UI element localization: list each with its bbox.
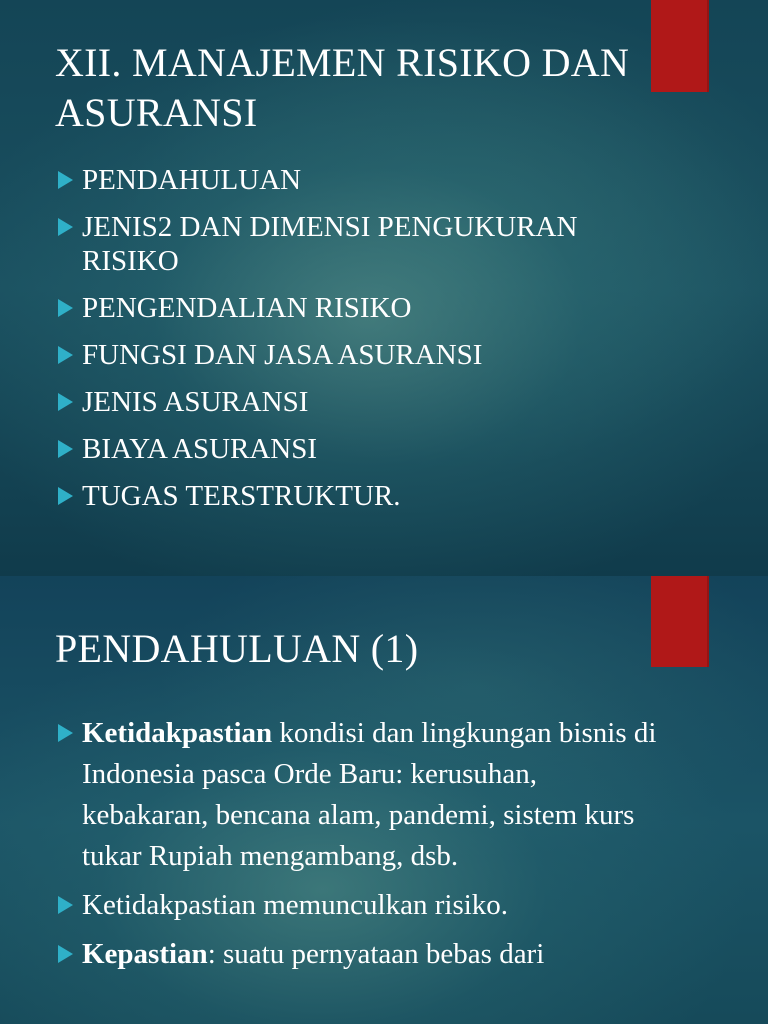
list-item-text: : suatu pernyataan bebas dari [207,938,545,970]
bold-term: Ketidakpastian [82,717,273,749]
slide-2 [0,576,768,1024]
list-item [58,338,678,372]
triangle-bullet-icon [58,440,73,458]
slide-title: PENDAHULUAN (1) [55,626,419,671]
triangle-bullet-icon [58,218,73,236]
list-item-text: PENGENDALIAN RISIKO [82,292,412,324]
list-item [58,934,658,975]
bullet-list [58,163,678,526]
list-item [58,210,678,278]
triangle-bullet-icon [58,945,73,963]
list-item-text: Ketidakpastian memunculkan risiko. [82,889,509,921]
list-item-text: PENDAHULUAN [82,164,302,196]
slide-title: XII. MANAJEMEN RISIKO DAN ASURANSI [55,40,630,135]
triangle-bullet-icon [58,171,73,189]
list-item-text: JENIS2 DAN DIMENSI PENGUKURAN RISIKO [82,211,578,277]
list-item-text: TUGAS TERSTRUKTUR. [82,480,401,512]
list-item-text: kondisi dan lingkungan bisnis di Indonesia pasca Orde Baru: kerusuhan, kebakaran, bencana alam, pandemi, sistem kurs tukar Rupiah mengambang, dsb. [82,717,657,872]
list-item [58,479,678,513]
bold-term: Kepastian [82,938,208,970]
list-item [58,385,678,419]
list-item [58,432,678,466]
list-item [58,163,678,197]
triangle-bullet-icon [58,487,73,505]
triangle-bullet-icon [58,393,73,411]
red-accent-tab [651,576,709,667]
triangle-bullet-icon [58,299,73,317]
list-item-text: JENIS ASURANSI [82,386,309,418]
red-accent-tab [651,0,709,92]
list-item [58,291,678,325]
list-item-text: FUNGSI DAN JASA ASURANSI [82,339,483,371]
list-item-text: BIAYA ASURANSI [82,433,318,465]
triangle-bullet-icon [58,896,73,914]
bullet-list [58,713,658,983]
triangle-bullet-icon [58,346,73,364]
list-item [58,713,658,877]
triangle-bullet-icon [58,724,73,742]
list-item [58,885,658,926]
